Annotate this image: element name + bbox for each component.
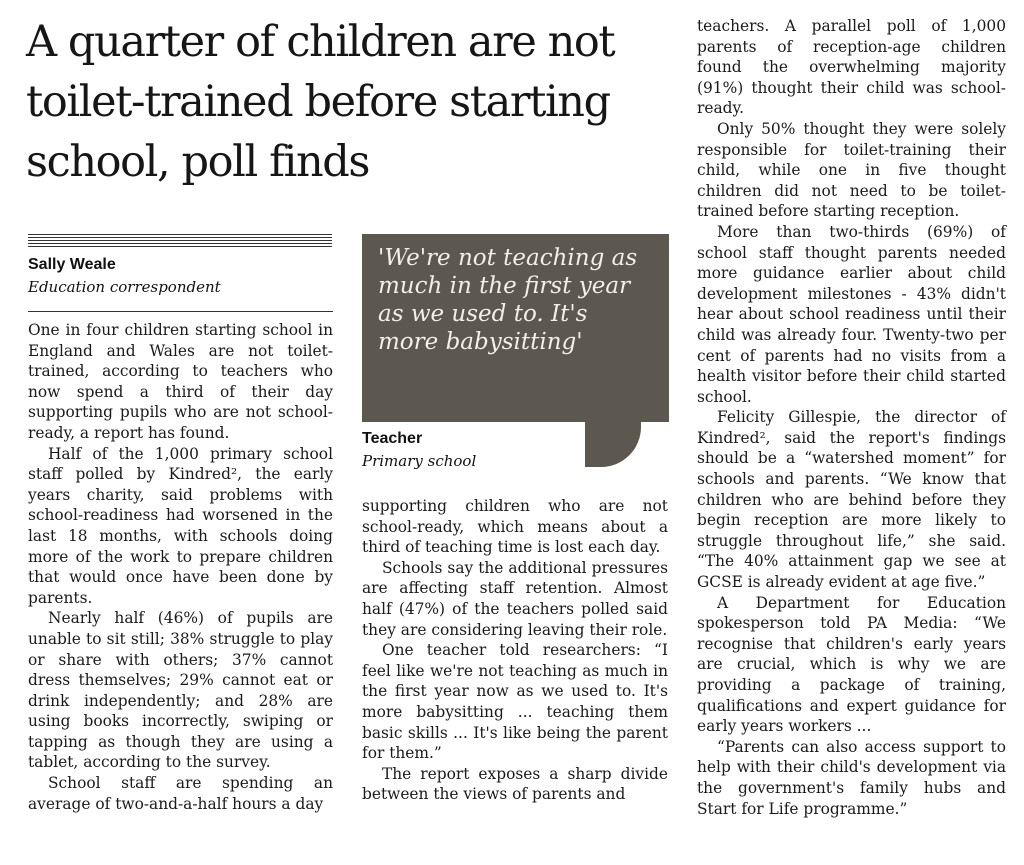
pull-quote-tail	[585, 421, 641, 467]
divider	[28, 311, 333, 312]
pull-quote-attribution-name: Teacher	[362, 430, 423, 447]
paragraph: More than two-thirds (69%) of school staff thought parents needed more guidance earlier about child development milestones - 43% didn't hear about school readiness until their child was already four. Twenty-two per cent of parents had no visits from a health visitor before their child started school.	[697, 222, 1006, 406]
paragraph: A Department for Education spokesperson told PA Media: “We recognise that children's early years are crucial, which is why we are providing a package of training, qualifications and expert guidance for early years workers ...	[697, 593, 1006, 736]
paragraph: One in four children starting school in England and Wales are not toilet-trained, according to teachers who now spend a third of their day supporting pupils who are not school-ready, a report has found.	[28, 321, 333, 442]
paragraph: Schools say the additional pressures are affecting staff retention. Almost half (47%) of the teachers polled said they are considering leaving their role.	[362, 558, 668, 639]
paragraph: Nearly half (46%) of pupils are unable to sit still; 38% struggle to play or share with others; 37% cannot dress themselves; 29% cannot eat or drink independently; and 28% are using books incorrectly, swiping or tapping as though they are using a tablet, according to the survey.	[28, 609, 333, 772]
pull-quote-text: 'We're not teaching as much in the first year as we used to. It's more babysitting'	[378, 245, 638, 355]
paragraph: supporting children who are not school-ready, which means about a third of teaching time is lost each day.	[362, 497, 668, 557]
paragraph: School staff are spending an average of two-and-a-half hours a day	[28, 774, 333, 813]
paragraph: teachers. A parallel poll of 1,000 parents of reception-age children found the overwhelming majority (91%) thought their child was school-ready.	[697, 17, 1006, 118]
article-column-3	[697, 16, 1006, 819]
paragraph: Felicity Gillespie, the director of Kindred², said the report's findings should be a “watershed moment” for schools and parents. “We know that children who are behind before they begin reception are more likely to struggle throughout life,” she said. “The 40% attainment gap we see at GCSE is already evident at age five.”	[697, 408, 1006, 592]
paragraph: One teacher told researchers: “I feel like we're not teaching as much in the first year now as we used to. It's more babysitting ... teaching them basic skills ... It's like being the parent for them.”	[362, 641, 668, 763]
headline: A quarter of children are not toilet-trained before starting school, poll finds	[26, 17, 615, 187]
paragraph: “Parents can also access support to help with their child's development via the government's family hubs and Start for Life programme.”	[697, 737, 1006, 818]
paragraph: The report exposes a sharp divide between the views of parents and	[362, 764, 668, 804]
paragraph: Half of the 1,000 primary school staff polled by Kindred², the early years charity, said problems with school-readiness had worsened in the last 18 months, with schools doing more of the work to prepare children that would once have been done by parents.	[28, 444, 333, 607]
article-column-2	[362, 496, 668, 805]
article-column-1	[28, 320, 333, 814]
paragraph: Only 50% thought they were solely responsible for toilet-training their child, while one in five thought children did not need to be toilet-trained before starting reception.	[697, 119, 1006, 221]
byline-role: Education correspondent	[28, 278, 221, 296]
byline-rules	[28, 234, 332, 248]
pull-quote-attribution-role: Primary school	[362, 452, 477, 470]
byline-name: Sally Weale	[28, 256, 116, 273]
pull-quote-box	[362, 234, 669, 422]
